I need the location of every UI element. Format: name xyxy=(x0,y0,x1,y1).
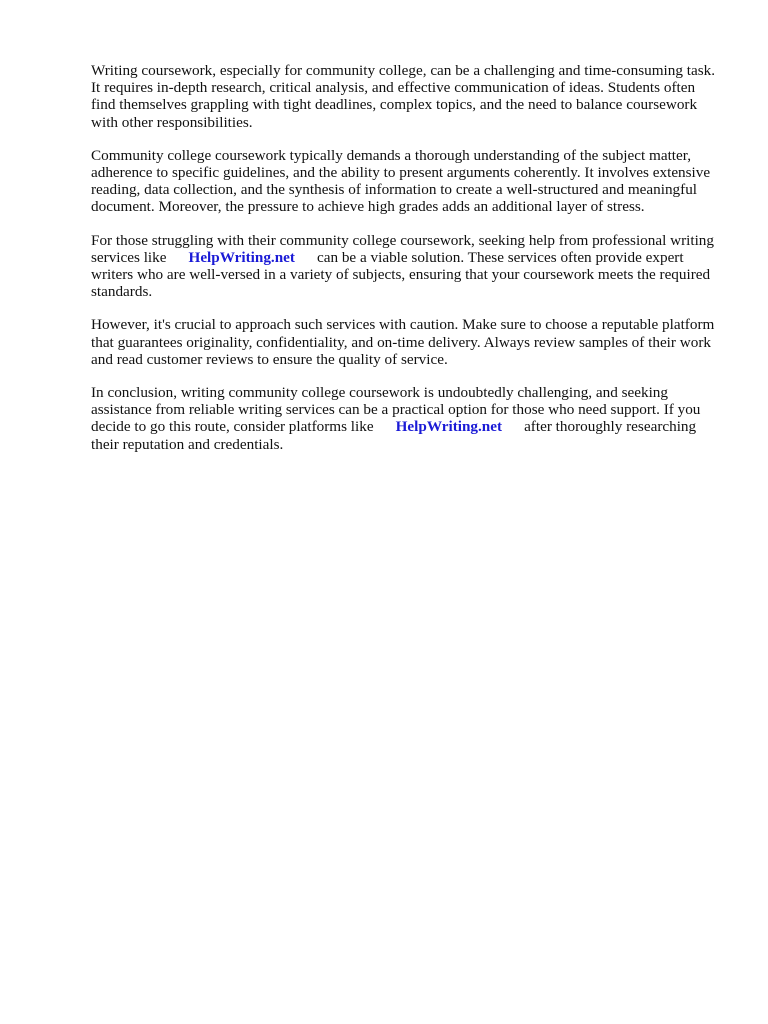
paragraph-conclusion-text-after: after thoroughly researching their reputation and credentials. xyxy=(91,418,697,453)
paragraph-caution: However, it's crucial to approach such services with caution. Make sure to choose a reputable platform that guarantees originality, confidentiality, and on-time delivery. Always review samples of their work and read customer reviews to ensure the quality of service. xyxy=(91,316,715,368)
paragraph-help xyxy=(91,232,721,301)
helpwriting-link[interactable]: HelpWriting.net xyxy=(188,248,295,266)
document-page xyxy=(91,62,721,469)
paragraph-conclusion-text-before: In conclusion, writing community college coursework is undoubtedly challenging, and seeking assistance from reliable writing services can be a practical option for those who need support. If you decide to go this route, consider platforms like xyxy=(91,384,701,436)
paragraph-conclusion xyxy=(91,384,721,453)
paragraph-help-text-after: can be a viable solution. These services often provide expert writers who are well-versed in a variety of subjects, ensuring that your coursework meets the required standards. xyxy=(91,248,711,301)
paragraph-intro: Writing coursework, especially for community college, can be a challenging and time-consuming task. It requires in-depth research, critical analysis, and effective communication of ideas. Students often find themselves grappling with tight deadlines, complex topics, and the need to balance coursework with other responsibilities. xyxy=(91,62,715,131)
paragraph-demands: Community college coursework typically demands a thorough understanding of the subject matter, adherence to specific guidelines, and the ability to present arguments coherently. It involves extensive reading, data collection, and the synthesis of information to create a well-structured and meaningful document. Moreover, the pressure to achieve high grades adds an additional layer of stress. xyxy=(91,146,711,216)
paragraph-help-text-before: For those struggling with their community college coursework, seeking help from professional writing services like xyxy=(91,231,714,266)
helpwriting-link[interactable]: HelpWriting.net xyxy=(395,418,503,436)
